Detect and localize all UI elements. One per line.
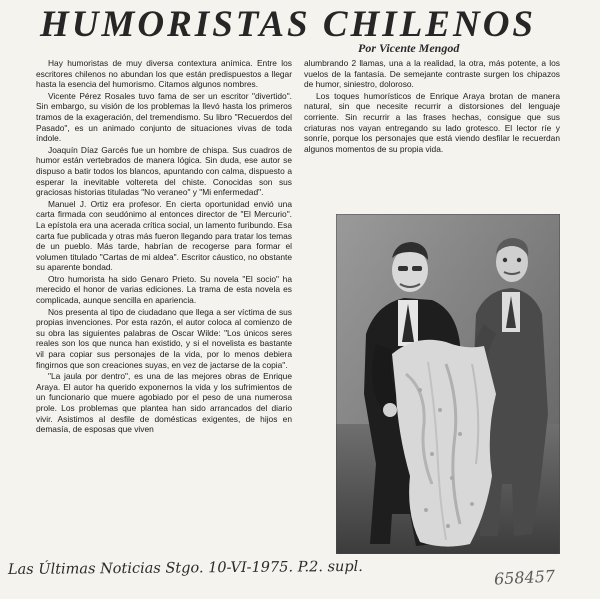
paragraph: Hay humoristas de muy diversa contextura anímica. Entre los escritores chilenos no abundan los que están predispuestos a llegar hasta la esencia del humorismo. Citamos algunos nombres. — [36, 58, 292, 90]
paragraph: alumbrando 2 llamas, una a la realidad, la otra, más potente, a los vuelos de la fantasía. De semejante contraste surgen los chipazos de humor, siniestro, doloroso. — [304, 58, 560, 90]
article-right-column — [304, 58, 560, 200]
paragraph: "La jaula por dentro", es una de las mejores obras de Enrique Araya. El autor ha querido exponernos la vida y los sufrimientos de un funcionario que muere agobiado por el peso de una numerosa prole. Los problemas que plantea han sido arrancados del diario vivir. Asistimos al desfile de domésticas exigentes, de hijos en demasía, de esposas que viven — [36, 371, 292, 435]
catalog-number: 658457 — [493, 566, 556, 589]
paragraph: Nos presenta al tipo de ciudadano que llega a ser víctima de sus propias invenciones. Por esta razón, el autor coloca al comienzo de su obra las siguientes palabras de Oscar Wilde: "Los únicos seres reales son los que nunca han existido, y si el novelista es bastante vil para copiar sus personajes de la vida, por lo menos debiera fingirnos que son creaciones suyas, en vez de jactarse de la copia". — [36, 306, 292, 370]
photo-two-men-icon — [336, 214, 560, 554]
handwritten-source-note: Las Últimas Noticias Stgo. 10-VI-1975. P.2. supl. — [7, 558, 363, 578]
paragraph: Los toques humorísticos de Enrique Araya brotan de manera natural, sin que necesite recurrir a distorsiones del lenguaje corriente. Sin recurrir a las frases hechas, consigue que sus criaturas nos vayan entregando su lado grotesco. El lector ríe y sonríe, porque los personajes que está viendo desfilar le recuerdan algunos momentos de su propia vida. — [304, 90, 560, 154]
paragraph: Otro humorista ha sido Genaro Prieto. Su novela "El socio" ha merecido el honor de varias ediciones. La trama de esta novela es complicada, aunque sencilla en apariencia. — [36, 273, 292, 306]
article-left-column — [36, 58, 292, 560]
article-byline: Por Vicente Mengod — [358, 41, 460, 55]
paragraph: Vicente Pérez Rosales tuvo fama de ser un escritor "divertido". Sin embargo, su visión de los problemas la llevó hasta los primeros tramos de la exageración, del tremendismo. Su libro "Recuerdos del Pasado", es un animado conjunto de situaciones vivas de toda índole. — [36, 90, 292, 144]
paragraph: Manuel J. Ortiz era profesor. En cierta oportunidad envió una carta firmada con seudónimo al entonces director de "El Mercurio". La epístola era una acerada crítica social, un lamento furibundo. Esa carta fue publicada y otras más fueron llegando para tratar los temas de un pueblo. Más tarde, habrían de recogerse para formar el volumen titulado "Cartas de mi aldea". Escritor cáustico, no obstante su aparente bondad. — [36, 198, 292, 273]
paragraph: Joaquín Díaz Garcés fue un hombre de chispa. Sus cuadros de humor están vertebrados de manera lógica. Sin duda, ese autor se dispuso a batir todos los blancos, apuntando con calma, dispuesto a esperar la inevitable voltereta del chiste. Conocidas son sus graciosas historias tituladas "No veraneo" y "Mi enfermedad". — [36, 144, 292, 198]
article-headline: HUMORISTAS CHILENOS — [40, 4, 536, 45]
